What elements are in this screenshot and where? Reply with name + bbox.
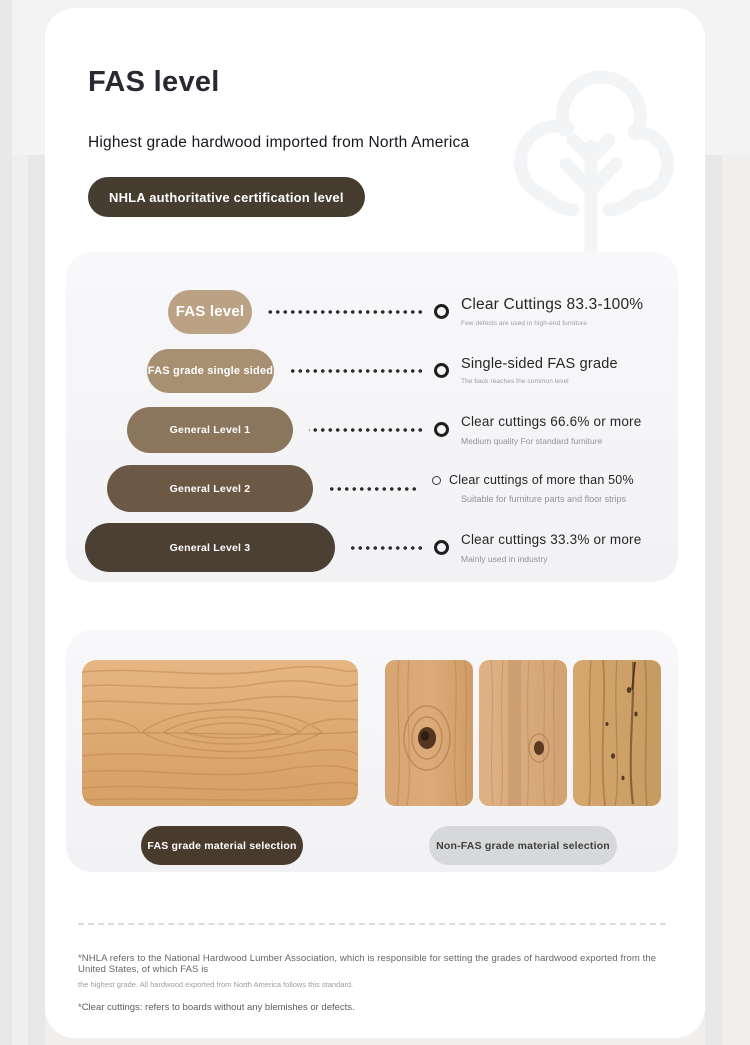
- page-background-rail-right: [705, 155, 722, 1045]
- non-fas-material-button[interactable]: Non-FAS grade material selection: [429, 826, 617, 865]
- grade-pill-general-2[interactable]: General Level 2: [107, 465, 313, 512]
- page-title: FAS level: [88, 66, 220, 98]
- footnote-clear-cuttings: *Clear cuttings: refers to boards without any blemishes or defects.: [78, 1002, 355, 1013]
- grade-description: Medium quality For standard furniture: [461, 435, 603, 446]
- fas-wood-sample-image: [82, 660, 358, 806]
- target-ring-icon: [434, 363, 449, 378]
- grade-description: Few defects are used in high-end furniture: [461, 320, 587, 327]
- non-fas-plank-image-3: [573, 660, 661, 806]
- dotted-leader: [290, 369, 424, 373]
- grade-pill-fas-single-sided[interactable]: FAS grade single sided: [147, 349, 274, 393]
- dotted-leader: [329, 487, 418, 491]
- dashed-divider: [78, 923, 666, 925]
- grade-description: Suitable for furniture parts and floor strips: [461, 494, 627, 504]
- target-ring-icon: [432, 476, 441, 485]
- page-background-strip: [0, 0, 12, 1045]
- grade-title: Clear cuttings of more than 50%: [449, 473, 634, 487]
- grade-row-general-1: [66, 400, 678, 459]
- page-background-rail-left: [28, 155, 45, 1045]
- footnote-nhla: *NHLA refers to the National Hardwood Lumber Association, which is responsible for setting the grades of hardwood exported from the United States, of which FAS is: [78, 953, 657, 975]
- material-comparison-panel: [66, 630, 678, 872]
- non-fas-plank-image-1: [385, 660, 473, 806]
- non-fas-plank-image-2: [479, 660, 567, 806]
- grade-title: Clear cuttings 33.3% or more: [461, 531, 642, 547]
- grade-row-fas-single-sided: [66, 341, 678, 400]
- grade-pill-general-1[interactable]: General Level 1: [127, 407, 293, 453]
- grade-row-general-2: [66, 459, 678, 518]
- grade-title: Clear cuttings 66.6% or more: [461, 413, 642, 429]
- page-subtitle: Highest grade hardwood imported from North America: [88, 134, 470, 151]
- grade-row-general-3: [66, 518, 678, 577]
- grade-pill-general-3[interactable]: General Level 3: [85, 523, 335, 572]
- grade-levels-panel: [66, 252, 678, 582]
- grade-row-fas: [66, 282, 678, 341]
- tree-icon: [507, 54, 675, 254]
- footnote-nhla-continued: the highest grade. All hardwood exported from North America follows this standard.: [78, 980, 354, 989]
- dotted-leader: [351, 546, 424, 550]
- nhla-certification-badge[interactable]: NHLA authoritative certification level: [88, 177, 365, 217]
- target-ring-icon: [434, 304, 449, 319]
- grade-pill-fas[interactable]: FAS level: [168, 290, 252, 334]
- content-card: [45, 8, 705, 1038]
- target-ring-icon: [434, 422, 449, 437]
- target-ring-icon: [434, 540, 449, 555]
- grade-title: Clear Cuttings 83.3-100%: [461, 296, 644, 313]
- dotted-leader: [309, 428, 424, 432]
- dotted-leader: [268, 310, 424, 314]
- grade-title: Single-sided FAS grade: [461, 356, 618, 372]
- grade-description: Mainly used in industry: [461, 553, 548, 564]
- fas-material-button[interactable]: FAS grade material selection: [141, 826, 303, 865]
- grade-description: The back reaches the common level: [461, 378, 569, 385]
